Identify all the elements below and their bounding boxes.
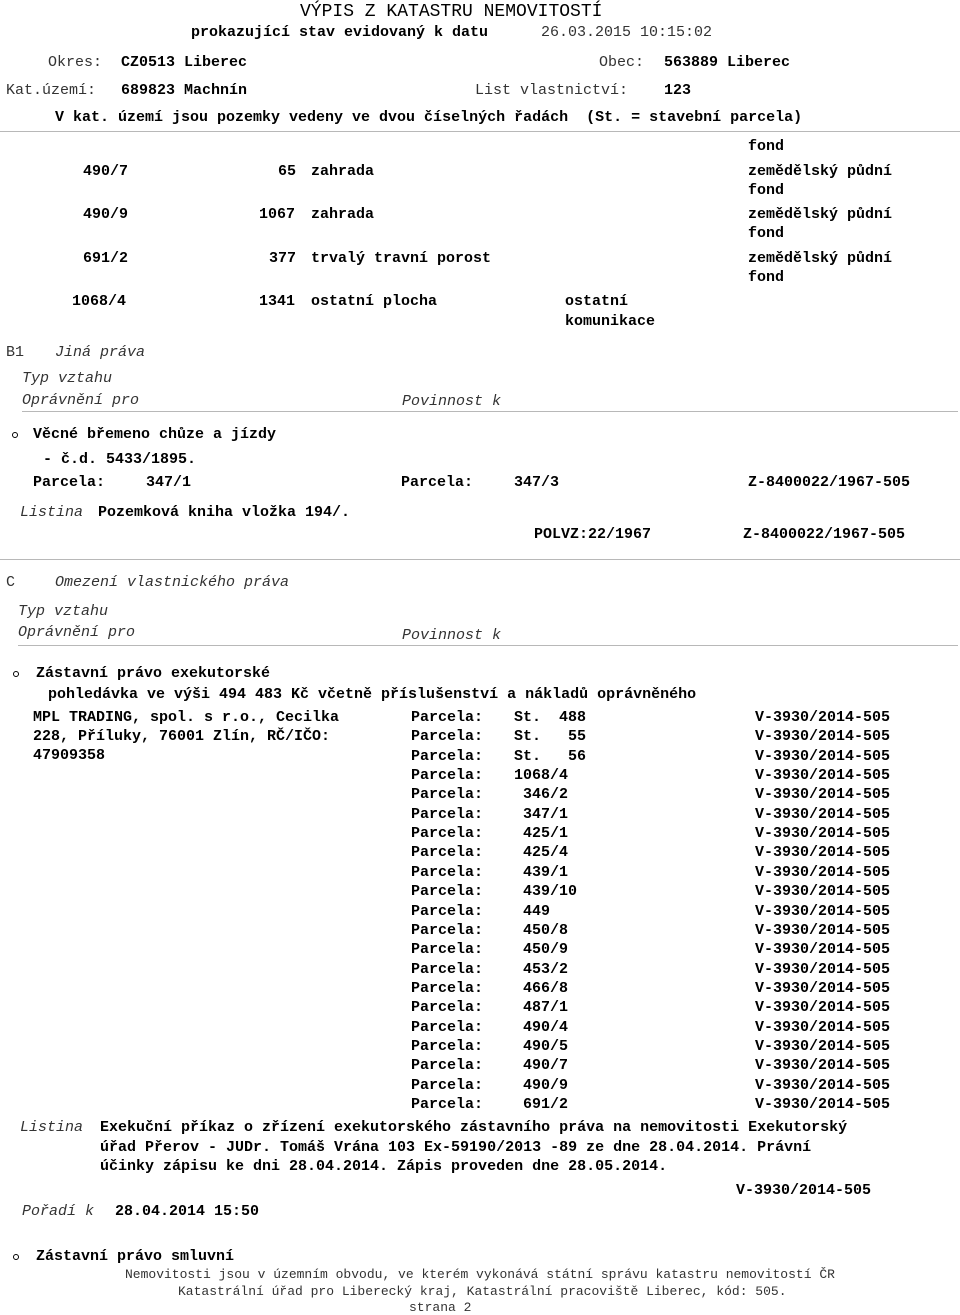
c-parcel-label: Parcela: — [411, 1057, 484, 1074]
section-b1-title: Jiná práva — [55, 344, 146, 361]
section-c-divider — [18, 645, 958, 646]
b1-parcela-label: Parcela: — [33, 474, 106, 491]
obec-value: 563889 Liberec — [664, 54, 791, 71]
parcel-protection: zemědělský půdní — [748, 250, 893, 267]
c-parcel-label: Parcela: — [411, 980, 484, 997]
c-parcel-ref: V-3930/2014-505 — [755, 980, 891, 997]
parcel-use: ostatní — [565, 293, 629, 310]
c-parcel-ref: V-3930/2014-505 — [755, 961, 891, 978]
c-parcel-number: 450/9 — [514, 941, 569, 958]
parcel-type: zahrada — [311, 163, 375, 180]
c-parcel-number: 347/1 — [514, 806, 569, 823]
parcel-protection-2: fond — [748, 269, 785, 286]
c-parcel-number: 439/1 — [514, 864, 569, 881]
c-parcel-number: 346/2 — [514, 786, 569, 803]
c-parcel-number: 487/1 — [514, 999, 569, 1016]
section-c-code: C — [6, 574, 16, 591]
c-parcel-number: 450/8 — [514, 922, 569, 939]
b1-z-ref-2: Z-8400022/1967-505 — [743, 526, 906, 543]
c-parcel-label: Parcela: — [411, 748, 484, 765]
c-parcel-ref: V-3930/2014-505 — [755, 883, 891, 900]
parcel-type: trvalý travní porost — [311, 250, 492, 267]
bullet-icon — [13, 1254, 19, 1260]
c-parcel-label: Parcela: — [411, 1038, 484, 1055]
parcel-number: 490/7 — [83, 163, 129, 180]
c-parcel-number: 425/1 — [514, 825, 569, 842]
c-parcel-number: St. 55 — [514, 728, 587, 745]
parcel-area: 1341 — [259, 293, 296, 310]
c-parcel-ref: V-3930/2014-505 — [755, 806, 891, 823]
c-parcel-label: Parcela: — [411, 1077, 484, 1094]
footer-line-1: Nemovitosti jsou v územním obvodu, ve kterém vykonává státní správu katastru nemovitostí ČR — [125, 1267, 835, 1282]
c-listina-line: Exekuční příkaz o zřízení exekutorského zástavního práva na nemovitosti Exekutorský — [100, 1119, 848, 1136]
c-parcel-label: Parcela: — [411, 999, 484, 1016]
c-parcel-label: Parcela: — [411, 728, 484, 745]
c-parcel-number: 1068/4 — [514, 767, 569, 784]
owner-line: MPL TRADING, spol. s r.o., Cecilka — [33, 709, 340, 726]
b1-parcela-right: 347/3 — [514, 474, 560, 491]
c-parcel-number: 490/7 — [514, 1057, 569, 1074]
lv-label: List vlastnictví: — [475, 82, 629, 99]
footer-page: strana 2 — [409, 1300, 472, 1315]
b1-z-ref: Z-8400022/1967-505 — [748, 474, 911, 491]
parcel-protection: zemědělský půdní — [748, 206, 893, 223]
parcel-area: 65 — [278, 163, 297, 180]
c-parcel-label: Parcela: — [411, 1019, 484, 1036]
document-title: VÝPIS Z KATASTRU NEMOVITOSTÍ — [300, 2, 603, 22]
c-typ-vztahu-label: Typ vztahu — [18, 603, 109, 620]
c-parcel-label: Parcela: — [411, 883, 484, 900]
c-parcel-number: 691/2 — [514, 1096, 569, 1113]
typ-vztahu-label: Typ vztahu — [22, 370, 113, 387]
c-parcel-label: Parcela: — [411, 709, 484, 726]
c-parcel-number: 466/8 — [514, 980, 569, 997]
owner-line: 228, Příluky, 76001 Zlín, RČ/IČO: — [33, 728, 331, 745]
c-listina-label: Listina — [20, 1119, 84, 1136]
c-parcel-ref: V-3930/2014-505 — [755, 786, 891, 803]
c-povinnost-k-label: Povinnost k — [402, 627, 502, 644]
c-parcel-label: Parcela: — [411, 844, 484, 861]
opravneni-pro-label: Oprávnění pro — [22, 392, 140, 409]
c-opravneni-pro-label: Oprávnění pro — [18, 624, 136, 641]
section-b1-divider — [22, 411, 958, 412]
c-parcel-label: Parcela: — [411, 825, 484, 842]
parcel-area: 377 — [269, 250, 297, 267]
c-parcel-ref: V-3930/2014-505 — [755, 709, 891, 726]
c-parcel-number: 490/9 — [514, 1077, 569, 1094]
poradi-label: Pořadí k — [22, 1203, 95, 1220]
c-parcel-label: Parcela: — [411, 786, 484, 803]
kat-uzemi-value: 689823 Machnín — [121, 82, 248, 99]
c-parcel-number: 453/2 — [514, 961, 569, 978]
obec-label: Obec: — [599, 54, 645, 71]
bullet-icon — [12, 432, 18, 438]
lv-value: 123 — [664, 82, 692, 99]
c-parcel-number: 449 — [514, 903, 551, 920]
parcel-number: 691/2 — [83, 250, 129, 267]
c-parcel-label: Parcela: — [411, 864, 484, 881]
parcel-number: 1068/4 — [72, 293, 127, 310]
c-parcel-label: Parcela: — [411, 961, 484, 978]
parcel-number: 490/9 — [83, 206, 129, 223]
section-b1-end-divider — [0, 559, 960, 560]
protection-fond: fond — [748, 138, 785, 155]
parcel-protection-2: fond — [748, 225, 785, 242]
parcel-type: zahrada — [311, 206, 375, 223]
document-date: 26.03.2015 10:15:02 — [541, 24, 713, 41]
section-c-title: Omezení vlastnického práva — [55, 574, 290, 591]
parcel-protection-2: fond — [748, 182, 785, 199]
b1-parcela-label-right: Parcela: — [401, 474, 474, 491]
c-item2-title: Zástavní právo smluvní — [36, 1248, 235, 1265]
document-subtitle: prokazující stav evidovaný k datu — [191, 24, 489, 41]
c-parcel-ref: V-3930/2014-505 — [755, 922, 891, 939]
okres-label: Okres: — [48, 54, 103, 71]
bullet-icon — [13, 671, 19, 677]
c-parcel-ref: V-3930/2014-505 — [755, 1038, 891, 1055]
c-listina-ref: V-3930/2014-505 — [736, 1182, 872, 1199]
c-parcel-label: Parcela: — [411, 806, 484, 823]
b1-polvz: POLVZ:22/1967 — [534, 526, 652, 543]
parcel-protection: zemědělský půdní — [748, 163, 893, 180]
c-parcel-number: 425/4 — [514, 844, 569, 861]
c-parcel-ref: V-3930/2014-505 — [755, 1019, 891, 1036]
numbering-note: V kat. území jsou pozemky vedeny ve dvou číselných řadách (St. = stavební parcela) — [55, 109, 803, 126]
b1-listina-text: Pozemková kniha vložka 194/. — [98, 504, 351, 521]
c-parcel-label: Parcela: — [411, 922, 484, 939]
poradi-value: 28.04.2014 15:50 — [115, 1203, 260, 1220]
parcel-area: 1067 — [259, 206, 296, 223]
b1-parcela-left: 347/1 — [146, 474, 192, 491]
c-parcel-number: St. 56 — [514, 748, 587, 765]
b1-item-title: Věcné břemeno chůze a jízdy — [33, 426, 277, 443]
c-parcel-ref: V-3930/2014-505 — [755, 941, 891, 958]
c-item-desc: pohledávka ve výši 494 483 Kč včetně příslušenství a nákladů oprávněného — [48, 686, 697, 703]
c-parcel-label: Parcela: — [411, 1096, 484, 1113]
parcel-type: ostatní plocha — [311, 293, 438, 310]
c-parcel-number: 439/10 — [514, 883, 578, 900]
okres-value: CZ0513 Liberec — [121, 54, 248, 71]
parcel-use-2: komunikace — [565, 313, 656, 330]
c-parcel-number: 490/5 — [514, 1038, 569, 1055]
b1-item-ref: - č.d. 5433/1895. — [43, 451, 197, 468]
c-parcel-ref: V-3930/2014-505 — [755, 1057, 891, 1074]
section-b1-code: B1 — [6, 344, 25, 361]
c-parcel-label: Parcela: — [411, 903, 484, 920]
c-item-title: Zástavní právo exekutorské — [36, 665, 271, 682]
kat-uzemi-label: Kat.území: — [6, 82, 97, 99]
c-parcel-ref: V-3930/2014-505 — [755, 748, 891, 765]
c-parcel-ref: V-3930/2014-505 — [755, 844, 891, 861]
b1-listina-label: Listina — [20, 504, 84, 521]
c-parcel-label: Parcela: — [411, 767, 484, 784]
c-parcel-ref: V-3930/2014-505 — [755, 728, 891, 745]
c-parcel-number: St. 488 — [514, 709, 587, 726]
footer-line-2: Katastrální úřad pro Liberecký kraj, Katastrální pracoviště Liberec, kód: 505. — [178, 1284, 787, 1299]
c-listina-line: úřad Přerov - JUDr. Tomáš Vrána 103 Ex-59190/2013 -89 ze dne 28.04.2014. Právní — [100, 1139, 812, 1156]
c-parcel-ref: V-3930/2014-505 — [755, 825, 891, 842]
c-parcel-label: Parcela: — [411, 941, 484, 958]
c-parcel-number: 490/4 — [514, 1019, 569, 1036]
c-parcel-ref: V-3930/2014-505 — [755, 767, 891, 784]
c-parcel-ref: V-3930/2014-505 — [755, 1096, 891, 1113]
header-divider — [0, 131, 960, 132]
c-parcel-ref: V-3930/2014-505 — [755, 903, 891, 920]
c-parcel-ref: V-3930/2014-505 — [755, 1077, 891, 1094]
owner-line: 47909358 — [33, 747, 106, 764]
c-parcel-ref: V-3930/2014-505 — [755, 999, 891, 1016]
povinnost-k-label: Povinnost k — [402, 393, 502, 410]
c-listina-line: účinky zápisu ke dni 28.04.2014. Zápis proveden dne 28.05.2014. — [100, 1158, 668, 1175]
c-parcel-ref: V-3930/2014-505 — [755, 864, 891, 881]
